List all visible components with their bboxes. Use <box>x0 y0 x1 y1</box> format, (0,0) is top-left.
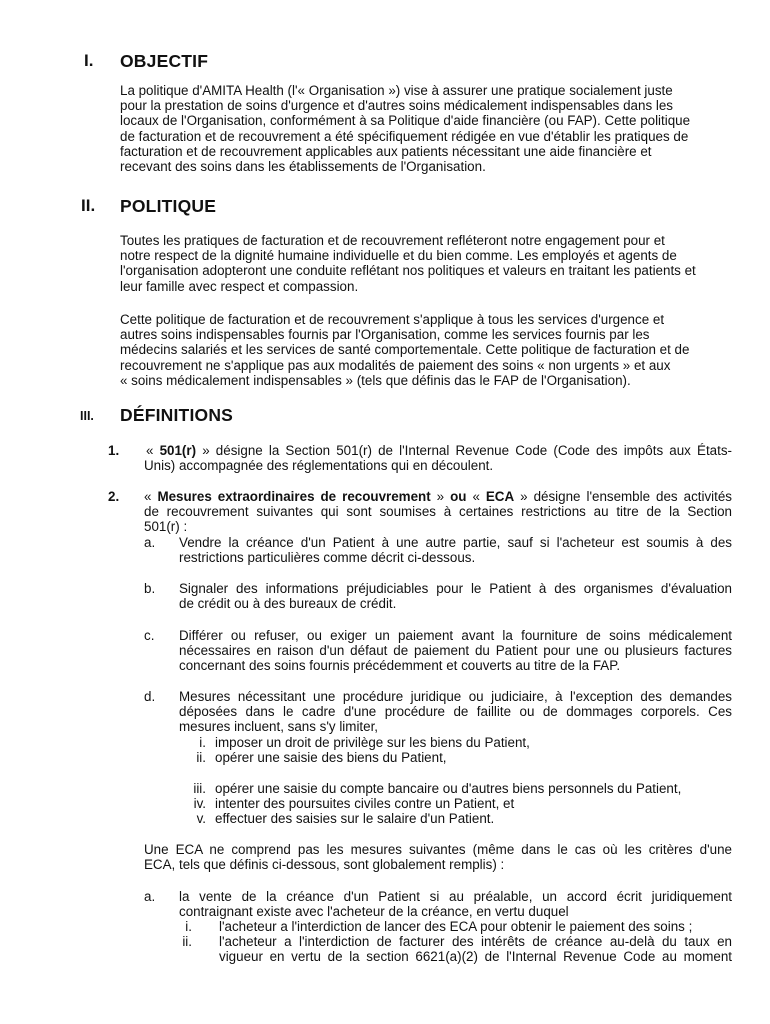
text-line: Différer ou refuser, ou exiger un paiement avant la fourniture de soins médicalement <box>179 628 732 643</box>
section-3-number: III. <box>80 409 94 423</box>
text-line: Toutes les pratiques de facturation et de recouvrement refléteront notre engagement pour et <box>120 233 665 248</box>
text-line: médecins salariés et les services de santé comportementale. Cette politique de facturation et de <box>120 342 690 358</box>
definition-text: » désigne l'ensemble des activités <box>514 489 732 504</box>
definition-1-number: 1. <box>108 443 120 458</box>
text-line: recevant des soins dans les établissements de l'Organisation. <box>120 159 486 175</box>
text-line: facturation et de recouvrement applicables aux patients nécessitant une aide financière et <box>120 143 652 159</box>
subitem-c-letter: c. <box>144 628 155 643</box>
text-line: vigueur en vertu de la section 6621(a)(2) de l'Internal Revenue Code au moment <box>219 949 732 965</box>
text-line: l'organisation adopteront une conduite reflétant nos politiques et valeurs en traitant les patients et <box>120 263 696 279</box>
text-line: Signaler des informations préjudiciables pour le Patient à des organismes d'évaluation <box>179 581 732 596</box>
text-line: l'acheteur a l'interdiction de facturer des intérêts de créance au-delà du taux en <box>219 934 732 949</box>
exclusion-roman-ii: ii. <box>182 934 192 949</box>
text-line: contraignant existe avec l'acheteur de la créance, en vertu duquel <box>179 904 569 920</box>
text-line: restrictions particulières comme décrit ci-dessous. <box>179 550 476 566</box>
text-line: nécessaires en raison d'un défaut de paiement du Patient pour une ou plusieurs factures <box>179 643 732 659</box>
exclusion-roman-i: i. <box>185 919 192 934</box>
roman-ii-text: opérer une saisie des biens du Patient, <box>215 750 447 765</box>
quote-open: « <box>144 489 158 504</box>
roman-v-text: effectuer des saisies sur le salaire d'un Patient. <box>215 811 495 826</box>
exclusion-intro <box>144 842 732 872</box>
subitem-b-letter: b. <box>144 581 156 596</box>
text-line: de facturation et de recouvrement a été spécifiquement rédigée en vue d'établir les pratiques de <box>120 128 689 144</box>
text-line: autres soins indispensables fournis par l'Organisation, comme les services fournis par les <box>120 327 650 343</box>
subitem-d <box>179 689 732 735</box>
text-line <box>144 443 732 458</box>
subitem-c <box>179 628 732 674</box>
exclusion-a <box>179 889 732 919</box>
text-line: Unis) accompagnée des réglementations qui en découlent. <box>144 458 494 474</box>
roman-iii: iii. <box>193 781 206 796</box>
exclusion-a-letter: a. <box>144 889 156 904</box>
text-line: notre respect de la dignité humaine individuelle et du bien comme. Les employés et agents de <box>120 248 677 264</box>
subitem-a-letter: a. <box>144 535 156 550</box>
text-line: Cette politique de facturation et de recouvrement s'applique à tous les services d'urgence et <box>120 312 665 327</box>
text-line: « soins médicalement indispensables » (tels que définis das le FAP de l'Organisation). <box>120 372 631 388</box>
conjunction: ou <box>450 489 467 504</box>
section-1-paragraph <box>120 83 732 174</box>
subitem-b <box>179 581 732 611</box>
definition-2-number: 2. <box>108 489 120 504</box>
text-line: pour la prestation de soins d'urgence et d'autres soins médicalement indispensables dans les <box>120 98 673 114</box>
section-2-number: II. <box>81 196 96 215</box>
text-line: La politique d'AMITA Health (l'« Organisation ») vise à assurer une pratique socialement juste <box>120 83 673 98</box>
section-1-number: I. <box>84 51 94 70</box>
text-line: concernant des soins fournis précédemment et couverts au titre de la FAP. <box>179 658 621 674</box>
text-line: déposées dans le cadre d'une procédure de faillite ou de dommages corporels. Ces <box>179 704 732 720</box>
section-2-title: POLITIQUE <box>120 196 217 216</box>
text-line: de crédit ou à des bureaux de crédit. <box>179 596 397 612</box>
section-2-paragraph-2 <box>120 312 732 388</box>
definition-2 <box>144 489 732 535</box>
text-line: de recouvrement suivantes qui sont soumises à certaines restrictions au titre de la Section <box>144 504 732 520</box>
quote-open-2: « <box>466 489 486 504</box>
text-line: ECA, tels que définis ci-dessous, sont globalement remplis) : <box>144 857 505 873</box>
term-501r: 501(r) <box>159 443 197 458</box>
text-line: 501(r) : <box>144 519 188 535</box>
quote-open: « <box>146 443 160 458</box>
text-line: la vente de la créance d'un Patient si au préalable, un accord écrit juridiquement <box>179 889 732 904</box>
text-line: Mesures nécessitant une procédure juridique ou judiciaire, à l'exception des demandes <box>179 689 732 704</box>
roman-v: v. <box>196 811 206 826</box>
subitem-a <box>179 535 732 565</box>
roman-ii: ii. <box>196 750 206 765</box>
section-2-paragraph-1 <box>120 233 732 294</box>
roman-iii-text: opérer une saisie du compte bancaire ou d'autres biens personnels du Patient, <box>215 781 682 796</box>
definition-1 <box>144 443 732 473</box>
text-line <box>144 489 732 504</box>
roman-iv-text: intenter des poursuites civiles contre un Patient, et <box>215 796 515 811</box>
text-line: Vendre la créance d'un Patient à une autre partie, sauf si l'acheteur est soumis à des <box>179 535 732 550</box>
text-line: locaux de l'Organisation, conformément à sa Politique d'aide financière (ou FAP). Cette politique <box>120 113 691 129</box>
text-line: Une ECA ne comprend pas les mesures suivantes (même dans le cas où les critères d'une <box>144 842 732 857</box>
roman-i-text: imposer un droit de privilège sur les biens du Patient, <box>215 735 530 750</box>
roman-iv: iv. <box>193 796 206 811</box>
section-1-title: OBJECTIF <box>120 51 209 71</box>
definition-text: » désigne la Section 501(r) de l'Internal Revenue Code (Code des impôts aux États- <box>196 443 732 458</box>
exclusion-roman-ii-text <box>219 934 732 964</box>
text-line: l'acheteur a l'interdiction de lancer des ECA pour obtenir le paiement des soins ; <box>219 919 693 934</box>
text-line: leur famille avec respect et compassion. <box>120 278 359 294</box>
quote-close: » <box>430 489 451 504</box>
roman-i: i. <box>199 735 206 750</box>
term-eca-long: Mesures extraordinaires de recouvrement <box>157 489 431 504</box>
section-3-title: DÉFINITIONS <box>120 405 234 425</box>
exclusion-roman-i-text <box>219 919 732 934</box>
subitem-d-letter: d. <box>144 689 156 704</box>
text-line: recouvrement ne s'applique pas aux modalités de paiement des soins « non urgents » et aux <box>120 357 671 373</box>
term-eca: ECA <box>485 489 515 504</box>
text-line: mesures incluent, sans s'y limiter, <box>179 719 379 735</box>
